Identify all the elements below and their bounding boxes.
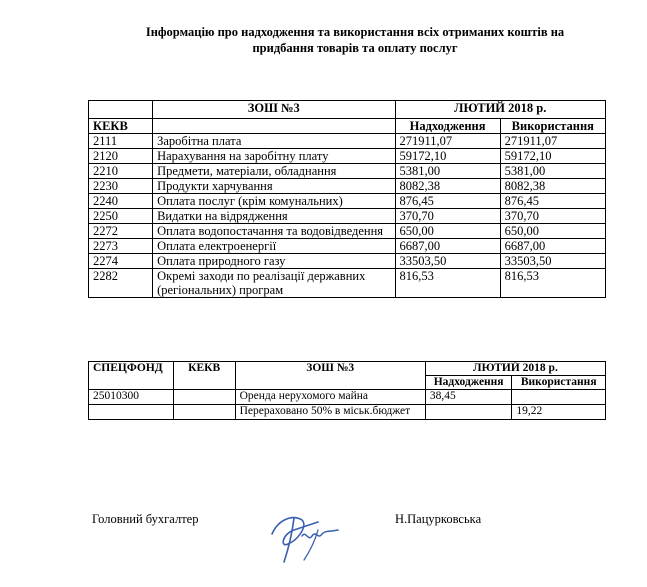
usage-value: 6687,00 — [500, 239, 605, 254]
table-row — [89, 239, 606, 254]
income-value: 59172,10 — [395, 149, 500, 164]
fund-header: СПЕЦФОНД — [89, 362, 174, 390]
income-header: Надходження — [425, 376, 512, 390]
income-value: 816,53 — [395, 269, 500, 298]
table-row — [89, 405, 606, 420]
usage-header: Використання — [500, 119, 605, 134]
kekv-code — [173, 405, 235, 420]
table-row — [89, 224, 606, 239]
fund-code — [89, 405, 174, 420]
kekv-header: КЕКВ — [173, 362, 235, 390]
income-value: 271911,07 — [395, 134, 500, 149]
income-value: 650,00 — [395, 224, 500, 239]
income-value: 876,45 — [395, 194, 500, 209]
signature-image — [258, 500, 358, 570]
item-name: Оренда нерухомого майна — [235, 390, 425, 405]
kekv-code — [173, 390, 235, 405]
expense-name: Окремі заходи по реалізації державних (регіональних) програм — [153, 269, 395, 298]
expense-name: Предмети, матеріали, обладнання — [153, 164, 395, 179]
period-header: ЛЮТИЙ 2018 р. — [395, 101, 606, 119]
kekv-code: 2111 — [89, 134, 153, 149]
expense-name: Нарахування на заробітну плату — [153, 149, 395, 164]
income-value: 33503,50 — [395, 254, 500, 269]
kekv-code: 2272 — [89, 224, 153, 239]
kekv-header: КЕКВ — [89, 119, 153, 134]
income-value — [425, 405, 512, 420]
income-value: 6687,00 — [395, 239, 500, 254]
usage-value — [512, 390, 606, 405]
usage-value: 876,45 — [500, 194, 605, 209]
table-row — [89, 390, 606, 405]
special-fund-table — [88, 361, 606, 420]
table-row — [89, 149, 606, 164]
income-header: Надходження — [395, 119, 500, 134]
kekv-code: 2250 — [89, 209, 153, 224]
expense-name: Оплата послуг (крім комунальних) — [153, 194, 395, 209]
expense-name: Продукти харчування — [153, 179, 395, 194]
table-row — [89, 254, 606, 269]
kekv-code: 2230 — [89, 179, 153, 194]
document-title: Інформацію про надходження та використання всіх отриманих коштів на придбання товарів та оплату послуг — [145, 25, 565, 55]
fund-code: 25010300 — [89, 390, 174, 405]
expenses-table — [88, 100, 606, 298]
income-value: 370,70 — [395, 209, 500, 224]
usage-value: 8082,38 — [500, 179, 605, 194]
expense-name: Оплата електроенергії — [153, 239, 395, 254]
income-value: 5381,00 — [395, 164, 500, 179]
expense-name: Видатки на відрядження — [153, 209, 395, 224]
expense-name: Заробітна плата — [153, 134, 395, 149]
expense-name: Оплата водопостачання та водовідведення — [153, 224, 395, 239]
item-name: Перераховано 50% в міськ.бюджет — [235, 405, 425, 420]
kekv-code: 2210 — [89, 164, 153, 179]
school-header: ЗОШ №3 — [235, 362, 425, 390]
expense-name: Оплата природного газу — [153, 254, 395, 269]
income-value: 38,45 — [425, 390, 512, 405]
kekv-code: 2282 — [89, 269, 153, 298]
kekv-code: 2120 — [89, 149, 153, 164]
kekv-code: 2240 — [89, 194, 153, 209]
usage-header: Використання — [512, 376, 606, 390]
school-header: ЗОШ №3 — [153, 101, 395, 119]
usage-value: 370,70 — [500, 209, 605, 224]
usage-value: 271911,07 — [500, 134, 605, 149]
table-row — [89, 194, 606, 209]
accountant-name: Н.Пацурковська — [395, 512, 482, 526]
kekv-code: 2273 — [89, 239, 153, 254]
table-row — [89, 134, 606, 149]
usage-value: 19,22 — [512, 405, 606, 420]
empty-cell — [153, 119, 395, 134]
kekv-code: 2274 — [89, 254, 153, 269]
table-row — [89, 164, 606, 179]
usage-value: 59172,10 — [500, 149, 605, 164]
table-row — [89, 269, 606, 298]
empty-cell — [89, 101, 153, 119]
usage-value: 816,53 — [500, 269, 605, 298]
usage-value: 5381,00 — [500, 164, 605, 179]
usage-value: 650,00 — [500, 224, 605, 239]
table-row — [89, 209, 606, 224]
period-header: ЛЮТИЙ 2018 р. — [425, 362, 605, 376]
income-value: 8082,38 — [395, 179, 500, 194]
usage-value: 33503,50 — [500, 254, 605, 269]
table-row — [89, 179, 606, 194]
accountant-title: Головний бухгалтер — [92, 512, 199, 526]
